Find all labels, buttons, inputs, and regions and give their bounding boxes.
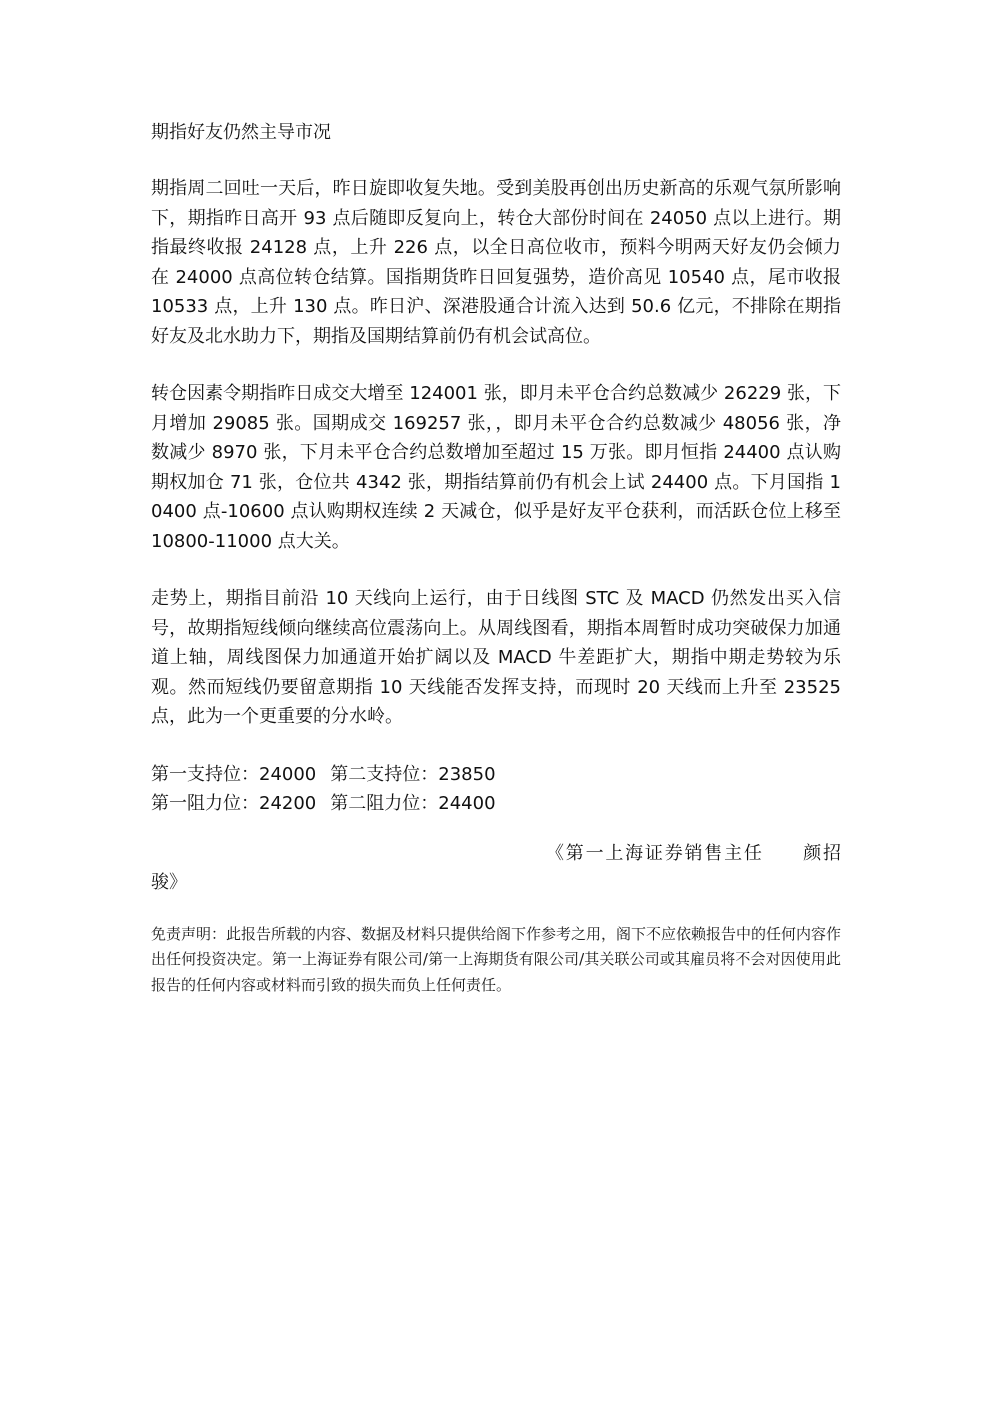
resistance-second-value: 24400: [438, 793, 496, 814]
disclaimer: 免责声明：此报告所载的内容、数据及材料只提供给阁下作参考之用，阁下不应依赖报告中的任何内容作出任何投资决定。第一上海证券有限公司/第一上海期货有限公司/其关联公司或其雇员将不会对因使用此报告的任何内容或材料而引致的损失而负上任何责任。: [151, 924, 842, 994]
author-byline: 《第一上海证券销售主任 颜招骏》: [151, 842, 841, 893]
paragraph-technical-outlook: 走势上，期指目前沿 10 天线向上运行，由于日线图 STC 及 MACD 仍然发出买入信号，故期指短线倾向继续高位震荡向上。从周线图看，期指本周暂时成功突破保力加通道上轴，周线图保力加通道开始扩阔以及 MACD 牛差距扩大，期指中期走势较为乐观。然而短线仍要留意期指 10 天线能否发挥支持，而现时 20 天线而上升至 23525 点，此为一个更重要的分水岭。: [151, 588, 841, 727]
support-second-value: 23850: [438, 763, 496, 785]
key-levels: [151, 760, 841, 819]
paragraph-rollover-analysis: 转仓因素令期指昨日成交大增至 124001 张，即月未平仓合约总数减少 26229 张，下月增加 29085 张。国期成交 169257 张，，即月未平仓合约总数减少 48056 张，净数减少 8970 张，下月未平仓合约总数增加至超过 15 万张。即月恒指 24400 点认购期权加仓 71 张，仓位共 4342 张，期指结算前仍有机会上试 24400 点。下月国指 10400 点-10600 点认购期权连续 2 天减仓，似乎是好友平仓获利，而活跃仓位上移至 10800-11000 点大关。: [151, 383, 841, 552]
paragraph-market-summary: 期指周二回吐一天后，昨日旋即收复失地。受到美股再创出历史新高的乐观气氛所影响下，期指昨日高开 93 点后随即反复向上，转仓大部份时间在 24050 点以上进行。期指最终收报 24128 点，上升 226 点，以全日高位收市，预料今明两天好友仍会倾力在 24000 点高位转仓结算。国指期货昨日回复强势，造价高见 10540 点，尾市收报 10533 点，上升 130 点。昨日沪、深港股通合计流入达到 50.6 亿元，不排除在期指好友及北水助力下，期指及国期结算前仍有机会试高位。: [151, 178, 841, 347]
resistance-first-value: 24200: [259, 793, 317, 814]
article-title: 期指好友仍然主导市况: [151, 122, 331, 143]
support-first-value: 24000: [259, 763, 317, 785]
support-levels: [151, 760, 841, 790]
resistance-levels: [151, 789, 841, 819]
support-first-label: 第一支持位：: [151, 763, 259, 785]
resistance-first-label: 第一阻力位：: [151, 793, 259, 814]
resistance-second-label: 第二阻力位：: [330, 793, 439, 814]
support-second-label: 第二支持位：: [330, 763, 439, 785]
document-page: [151, 118, 841, 1013]
